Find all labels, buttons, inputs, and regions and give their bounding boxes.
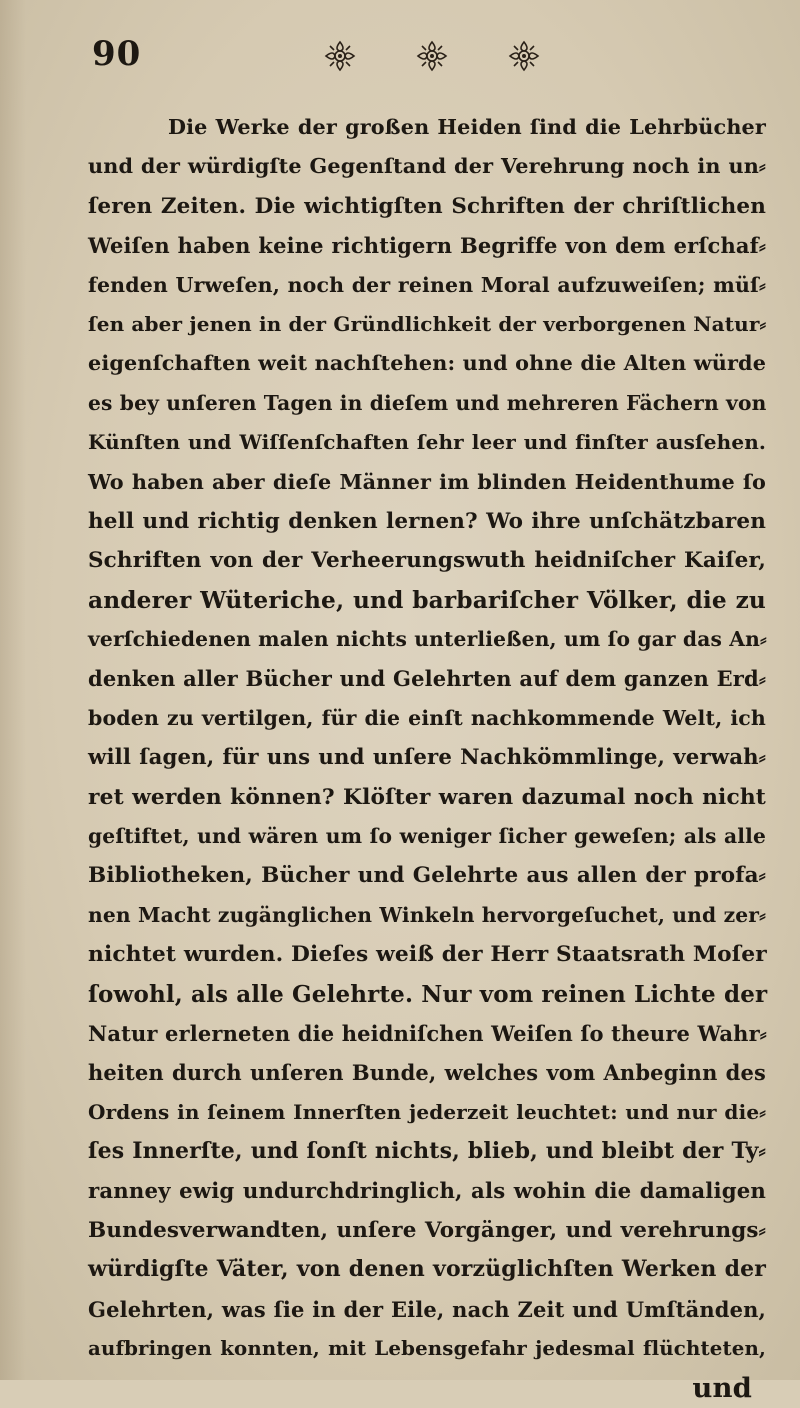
text-line: Die Werke der großen Heiden ſind die Lehrbücher <box>168 115 766 139</box>
text-line: Ordens in ſeinem Innerſten jederzeit leuchtet: und nur die⸗ <box>88 1099 766 1124</box>
text-line: Schriften von der Verheerungswuth heidniſcher Kaiſer, <box>88 548 766 574</box>
page-number: 90 <box>92 34 142 74</box>
text-line: Bibliotheken, Bücher und Gelehrte aus allen der profa⸗ <box>88 863 766 889</box>
text-line: ret werden können? Klöſter waren dazumal noch nicht <box>88 784 766 810</box>
text-line: ranney ewig undurchdringlich, als wohin die damaligen <box>88 1178 766 1204</box>
text-line: Künſten und Wiſſenſchaften ſehr leer und finſter ausſehen. <box>88 430 766 455</box>
floral-ornament-icon <box>506 38 542 74</box>
text-line: anderer Wüteriche, und barbariſcher Völker, die zu <box>88 586 766 614</box>
text-line: Wo haben aber dieſe Männer im blinden Heidenthume ſo <box>88 469 766 494</box>
text-line: ſeren Zeiten. Die wichtigſten Schriften der chriſtlichen <box>88 193 766 219</box>
text-line: hell und richtig denken lernen? Wo ihre unſchätzbaren <box>88 508 766 534</box>
text-line: verſchiedenen malen nichts unterließen, um ſo gar das An⸗ <box>88 627 767 652</box>
text-line: aufbringen konnten, mit Lebensgefahr jedesmal flüchteten, <box>88 1336 766 1361</box>
text-line: denken aller Bücher und Gelehrten auf dem ganzen Erd⸗ <box>88 666 766 692</box>
text-line: boden zu vertilgen, für die einſt nachkommende Welt, ich <box>88 705 766 730</box>
text-line: ſowohl, als alle Gelehrte. Nur vom reinen Lichte der <box>88 980 768 1008</box>
text-line: nen Macht zugänglichen Winkeln hervorgeſuchet, und zer⸗ <box>88 902 766 927</box>
text-line: fenden Urweſen, noch der reinen Moral aufzuweiſen; müſ⸗ <box>88 272 766 297</box>
floral-ornament-icon <box>414 38 450 74</box>
text-line: ſes Innerſte, und ſonſt nichts, blieb, und bleibt der Ty⸗ <box>88 1138 766 1165</box>
text-line: Gelehrten, was ſie in der Eile, nach Zeit und Umſtänden, <box>88 1296 766 1322</box>
text-line: eigenſchaften weit nachſtehen: und ohne die Alten würde <box>88 351 767 376</box>
text-line: geſtiftet, und wären um ſo weniger ſicher geweſen; als alle <box>88 824 766 849</box>
text-line: ſen aber jenen in der Gründlichkeit der verborgenen Natur⸗ <box>88 311 767 336</box>
header-ornaments <box>322 38 582 78</box>
text-line: und der würdigſte Gegenſtand der Verehrung noch in un⸗ <box>88 154 766 179</box>
catchword: und <box>692 1371 752 1404</box>
text-line: Weiſen haben keine richtigern Begriffe von dem erſchaf⸗ <box>88 233 766 259</box>
floral-ornament-icon <box>322 38 358 74</box>
text-line: will ſagen, für uns und unſere Nachkömmlinge, verwah⸗ <box>88 745 766 771</box>
text-line: es bey unſeren Tagen in dieſem und mehreren Fächern von <box>88 390 767 415</box>
page-edge-shadow <box>0 0 26 1380</box>
text-line: heiten durch unſeren Bunde, welches vom Anbeginn des <box>88 1060 766 1086</box>
text-line: würdigſte Väter, von denen vorzüglichſten Werken der <box>88 1256 766 1283</box>
text-line: nichtet wurden. Dieſes weiß der Herr Staatsrath Moſer <box>88 942 767 968</box>
text-line: Natur erlerneten die heidniſchen Weiſen ſo theure Wahr⸗ <box>88 1020 767 1046</box>
text-line: Bundesverwandten, unſere Vorgänger, und verehrungs⸗ <box>88 1217 766 1243</box>
body-text <box>88 108 766 1408</box>
